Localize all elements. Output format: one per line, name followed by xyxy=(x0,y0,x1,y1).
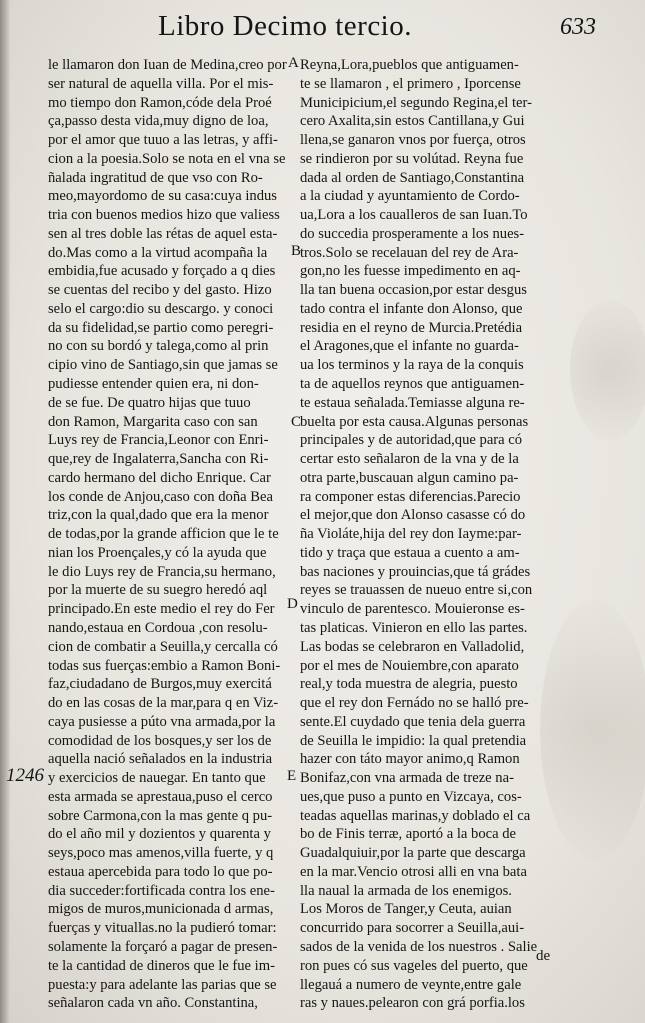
text-line: a la ciudad y ayuntamiento de Cordo- xyxy=(300,188,520,205)
text-line: Los Moros de Tanger,y Ceuta, auian xyxy=(300,901,512,918)
text-line: otra parte,buscauan algun camino pa- xyxy=(300,469,519,486)
text-line: llena,se ganaron vnos por fuerça, otros xyxy=(300,132,526,149)
page-gutter-shadow xyxy=(0,0,10,1023)
text-line: lla naual la armada de los enemigos. xyxy=(300,882,512,899)
text-line: Luys rey de Francia,Leonor con Enri- xyxy=(48,432,269,449)
text-line: ser natural de aquella villa. Por el mis- xyxy=(48,75,274,92)
text-line: de se fue. De quatro hijas que tuuo xyxy=(48,394,251,411)
text-line: estaua apercebida para todo lo que po- xyxy=(48,863,273,880)
text-line: tido y traça que estaua a cuento a am- xyxy=(300,544,520,561)
text-line: señalaron cada vn año. Constantina, xyxy=(48,995,258,1012)
margin-marker-c: C xyxy=(291,414,302,430)
text-line: pudiesse entender quien era, ni don- xyxy=(48,376,259,393)
text-line: nian los Proençales,y có la ayuda que xyxy=(48,544,267,561)
text-line: selo el cargo:dio su descargo. y conoci xyxy=(48,300,274,317)
text-line: en la mar.Vencio otrosi alli en vna bata xyxy=(300,863,527,880)
text-line: el Aragones,que el infante no guarda- xyxy=(300,338,519,355)
margin-marker-a: A xyxy=(288,55,299,71)
text-line: ues,que puso a punto en Vizcaya, cos- xyxy=(300,788,522,805)
text-line: le llamaron don Iuan de Medina,creo por xyxy=(48,57,287,73)
text-line: do succedia prosperamente a los nues- xyxy=(300,225,525,242)
text-line: cion a la poesia.Solo se nota en el vna se xyxy=(48,150,286,167)
text-line: real,y toda muestra de alegria, puesto xyxy=(300,676,518,693)
margin-marker-e: E xyxy=(287,768,297,784)
text-line: caya pusiesse a púto vna armada,por la xyxy=(48,713,276,730)
catchword: de xyxy=(536,948,551,964)
text-line: principales y de autoridad,que para có xyxy=(300,432,523,449)
text-line: Reyna,Lora,pueblos que antiguamen- xyxy=(300,57,519,73)
text-line: los conde de Anjou,caso con doña Bea xyxy=(48,488,273,505)
text-line: buelta por esta causa.Algunas personas xyxy=(300,413,529,430)
text-line: ra componer estas diferencias.Parecio xyxy=(300,488,521,505)
text-line: mo tiempo don Ramon,códe dela Proé xyxy=(48,94,272,111)
text-line: cardo hermano del dicho Enrique. Car xyxy=(48,469,271,486)
text-line: sente.El cuydado que tenia dela guerra xyxy=(300,713,526,730)
margin-year-note: 1246 xyxy=(6,765,44,786)
text-line: Las bodas se celebraron en Valladolid, xyxy=(300,638,525,655)
text-line: de todas,por la grande afficion que le te xyxy=(48,526,279,543)
text-line: el mejor,que don Alonso casasse có do xyxy=(300,507,526,524)
text-line: do el año mil y dozientos y quarenta y xyxy=(48,826,271,843)
text-line: por el mes de Nouiembre,con aparato xyxy=(300,657,519,674)
text-line: faz,ciudadano de Burgos,muy exercitá xyxy=(48,676,272,693)
text-line: embidia,fue acusado y forçado a q dies xyxy=(48,263,276,280)
text-line: lla tan buena occasion,por estar desgus xyxy=(300,282,527,299)
text-line: te se llamaron , el primero , Iporcense xyxy=(300,75,521,92)
folio-number: 633 xyxy=(560,14,596,40)
text-line: que el rey don Fernádo no se halló pre- xyxy=(300,695,529,712)
text-line: da su fidelidad,se partio como peregri- xyxy=(48,319,274,336)
paper-stain xyxy=(570,300,645,440)
text-line: ron pues có sus vageles del puerto, que xyxy=(300,957,528,974)
text-line: todas sus fuerças:embio a Ramon Boni- xyxy=(48,657,281,674)
running-head: Libro Decimo tercio. xyxy=(158,10,412,42)
text-line: ça,passo desta vida,muy digno de loa, xyxy=(48,113,269,130)
text-line: cero Axalita,sin estos Cantillana,y Gui xyxy=(300,113,525,130)
text-line: bo de Finis terræ, aportó a la boca de xyxy=(300,826,517,843)
text-line: principado.En este medio el rey do Fer xyxy=(48,601,275,618)
text-line: hazer con táto mayor animo,q Ramon xyxy=(300,751,520,768)
text-line: fuerças y vituallas.no la pudieró tomar: xyxy=(48,920,277,937)
text-line: no con su bordó y talega,como al prin xyxy=(48,338,269,355)
text-line: esta armada se aprestaua,puso el cerco xyxy=(48,788,273,805)
text-line: le dio Luys rey de Francia,su hermano, xyxy=(48,563,276,580)
text-line: llegauá a numero de veynte,entre gale xyxy=(300,976,522,993)
text-line: de Seuilla le impidio: la qual pretendia xyxy=(300,732,527,749)
text-line: migos de muros,municionada d armas, xyxy=(48,901,274,918)
text-line: ta de aquellos reynos que antiguamen- xyxy=(300,376,525,393)
right-text-column xyxy=(300,56,572,1013)
text-line: te la cantidad de dineros que le fue im- xyxy=(48,957,275,974)
text-line: se cuentas del recibo y del gasto. Hizo xyxy=(48,282,272,299)
text-line: ras y naues.pelearon con grá porfia.los xyxy=(300,995,525,1012)
margin-marker-b: B xyxy=(291,243,302,259)
text-line: comodidad de los bosques,y ser los de xyxy=(48,732,272,749)
text-line: solamente la forçaró a pagar de presen- xyxy=(48,938,278,955)
left-text-column xyxy=(48,56,298,1013)
text-line: triz,con la qual,dado que era la menor xyxy=(48,507,269,524)
text-line: residia en el reyno de Murcia.Pretédia xyxy=(300,319,523,336)
text-line: por el amor que tuuo a las letras, y affi- xyxy=(48,132,278,149)
text-line: tas platicas. Vinieron en ello las partes. xyxy=(300,619,528,636)
text-line: y exercicios de nauegar. En tanto que xyxy=(48,770,266,787)
text-line: nando,estaua en Cordoua ,con resolu- xyxy=(48,619,268,636)
text-line: sobre Carmona,con la mas gente q pu- xyxy=(48,807,273,824)
text-line: Guadalquiuir,por la parte que descarga xyxy=(300,845,526,862)
text-line: puesta:y para adelante las parias que se xyxy=(48,976,277,993)
margin-marker-d: D xyxy=(287,596,298,612)
text-line: concurrido para socorrer a Seuilla,aui- xyxy=(300,920,525,937)
text-line: ua,Lora a los caualleros de san Iuan.To xyxy=(300,207,528,224)
text-line: cion de combatir a Seuilla,y cercalla có xyxy=(48,638,278,655)
text-line: certar esto señalaron de la vna y de la xyxy=(300,451,519,468)
text-line: dia succeder:fortificada contra los ene- xyxy=(48,882,275,899)
text-line: ña Violáte,hija del rey don Iayme:par- xyxy=(300,526,522,543)
text-line: vinculo de parentesco. Mouieronse es- xyxy=(300,601,525,618)
text-line: don Ramon, Margarita caso con san xyxy=(48,413,258,430)
text-line: tado contra el infante don Alonso, que xyxy=(300,300,523,317)
text-line: cipio vino de Santiago,sin que jamas se xyxy=(48,357,278,374)
text-line: tros.Solo se recelauan del rey de Ara- xyxy=(300,244,519,261)
text-line: teadas aquellas marinas,y doblado el ca xyxy=(300,807,531,824)
text-line: tria con buenos medios hizo que valiess xyxy=(48,207,280,224)
text-line: dada al orden de Santiago,Constantina xyxy=(300,169,525,186)
text-line: se rindieron por su volútad. Reyna fue xyxy=(300,150,524,167)
text-line: gon,no les fuesse impedimento en aq- xyxy=(300,263,521,280)
text-line: do.Mas como a la virtud acompaña la xyxy=(48,244,268,261)
text-line: por la muerte de su suegro heredó aql xyxy=(48,582,268,599)
text-line: ñalada ingratitud de que vso con Ro- xyxy=(48,169,263,186)
text-line: do en las cosas de la mar,para q en Viz- xyxy=(48,695,279,712)
text-line: ua los terminos y la raya de la conquis xyxy=(300,357,524,374)
text-line: Bonifaz,con vna armada de treze na- xyxy=(300,770,514,787)
text-line: sen al tres doble las rétas de aquel esta- xyxy=(48,225,278,242)
text-line: Municipicium,el segundo Regina,el ter- xyxy=(300,94,532,111)
text-line: reyes se trauassen de nueuo entre si,con xyxy=(300,582,533,599)
text-line: seys,poco mas amenos,villa fuerte, y q xyxy=(48,845,274,862)
text-line: sados de la venida de los nuestros . Salie xyxy=(300,938,538,955)
text-line: te estaua señalada.Temiasse alguna re- xyxy=(300,394,525,411)
text-line: meo,mayordomo de su casa:cuya indus xyxy=(48,188,277,205)
text-line: aquella nació señalados en la industria xyxy=(48,751,273,768)
text-line: bas naciones y prouincias,que tá grádes xyxy=(300,563,531,580)
text-line: que,rey de Ingalaterra,Sancha con Ri- xyxy=(48,451,269,468)
